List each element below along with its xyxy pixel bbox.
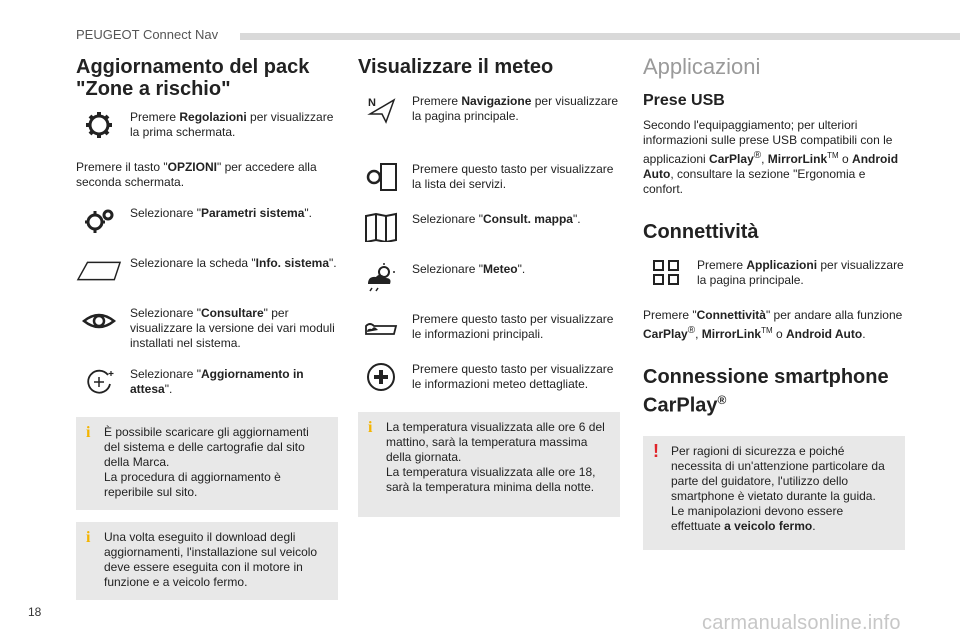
gears-icon bbox=[76, 206, 122, 240]
subsection-title-carplay: Connessione smartphone CarPlay® bbox=[643, 366, 889, 417]
section-title-applicazioni: Applicazioni bbox=[643, 54, 761, 79]
services-icon bbox=[358, 162, 404, 196]
plus-circle-icon bbox=[358, 362, 404, 396]
warning-note-text: Per ragioni di sicurezza e poiché necessita di un'attenzione particolare da parte del guidatore, l'utilizzo dello smartphone è vietato durante la guida. Le manipolazioni devono essere effettuate a veicolo fermo. bbox=[671, 443, 885, 533]
update-pending-icon bbox=[76, 367, 122, 401]
step-consultare: Selezionare "Consultare" per visualizzare la versione dei vari moduli installati nel sistema. bbox=[76, 306, 338, 351]
header-bar bbox=[240, 33, 960, 40]
info-note-text: Una volta eseguito il download degli aggiornamenti, l'installazione sul veicolo deve essere eseguita con il motore in funzione e a veicolo fermo. bbox=[104, 530, 318, 589]
subsection-title-connettivita: Connettività bbox=[643, 221, 759, 243]
apps-grid-icon bbox=[643, 258, 689, 292]
warning-note bbox=[643, 436, 905, 550]
column-applicazioni bbox=[643, 56, 905, 560]
step-info-principali bbox=[358, 312, 620, 346]
info-note bbox=[358, 412, 620, 517]
tab-icon bbox=[76, 256, 122, 290]
page-number: 18 bbox=[28, 605, 42, 619]
step-navigazione: N Premere Navigazione per visualizzare la pagina principale. bbox=[358, 94, 620, 128]
map-icon bbox=[358, 212, 404, 246]
step-lista-servizi bbox=[358, 162, 620, 196]
column-zone-rischio bbox=[76, 56, 338, 610]
step-aggiornamento-attesa: Selezionare "Aggiornamento in attesa". bbox=[76, 367, 338, 401]
info-note bbox=[76, 417, 338, 510]
cloud-tab-icon bbox=[358, 312, 404, 346]
info-icon: i bbox=[368, 419, 373, 436]
step-consult-mappa: Selezionare "Consult. mappa". bbox=[358, 212, 620, 246]
gear-icon bbox=[76, 110, 122, 144]
paragraph-connettivita: Premere "Connettività" per andare alla funzione CarPlay®, MirrorLink™ o Android Auto. bbox=[643, 308, 903, 341]
svg-text:N: N bbox=[368, 97, 376, 109]
info-note-text: È possibile scaricare gli aggiornamenti del sistema e delle cartografie dal sito della Marca. La procedura di aggiornamento è reperibile sul sito. bbox=[104, 425, 309, 499]
info-note bbox=[76, 522, 338, 600]
weather-icon bbox=[358, 262, 404, 296]
watermark: carmanualsonline.info bbox=[702, 612, 901, 634]
step-info-dettagliate bbox=[358, 362, 620, 396]
paragraph-usb: Secondo l'equipaggiamento; per ulteriori informazioni sulle prese USB compatibili con le applicazioni CarPlay®, MirrorLink™ o Android Auto, consultare la sezione "Ergonomia e confort. bbox=[643, 118, 899, 196]
step-regolazioni bbox=[76, 110, 338, 144]
section-title-meteo: Visualizzare il meteo bbox=[358, 56, 554, 78]
step-meteo: Selezionare "Meteo". bbox=[358, 262, 620, 296]
subsection-title-usb: Prese USB bbox=[643, 92, 725, 109]
step-text: Premere questo tasto per visualizzare le informazioni meteo dettagliate. bbox=[412, 362, 614, 391]
paragraph-opzioni: Premere il tasto "OPZIONI" per accedere alla seconda schermata. bbox=[76, 160, 317, 189]
step-parametri-sistema: Selezionare "Parametri sistema". bbox=[76, 206, 338, 240]
info-icon: i bbox=[86, 424, 91, 441]
eye-icon bbox=[76, 306, 122, 340]
info-icon: i bbox=[86, 529, 91, 546]
running-header: PEUGEOT Connect Nav bbox=[76, 27, 219, 42]
navigation-icon bbox=[358, 94, 404, 128]
warning-icon: ! bbox=[653, 440, 659, 461]
step-info-sistema: Selezionare la scheda "Info. sistema". bbox=[76, 256, 338, 290]
info-note-text: La temperatura visualizzata alle ore 6 del mattino, sarà la temperatura massima della giornata. La temperatura visualizzata alle ore 18, sarà la temperatura minima della notte. bbox=[386, 420, 605, 494]
step-applicazioni: Premere Applicazioni per visualizzare la pagina principale. bbox=[643, 258, 905, 292]
section-title-zone-rischio: Aggiornamento del pack "Zone a rischio" bbox=[76, 56, 310, 100]
step-text-bold: Regolazioni bbox=[179, 110, 247, 124]
column-meteo bbox=[358, 56, 620, 527]
step-text: Premere questo tasto per visualizzare la lista dei servizi. bbox=[412, 162, 614, 191]
step-text: per visualizzare la prima schermata. bbox=[130, 110, 334, 139]
step-text: Premere questo tasto per visualizzare le informazioni principali. bbox=[412, 312, 614, 341]
step-text: Premere bbox=[130, 110, 180, 124]
